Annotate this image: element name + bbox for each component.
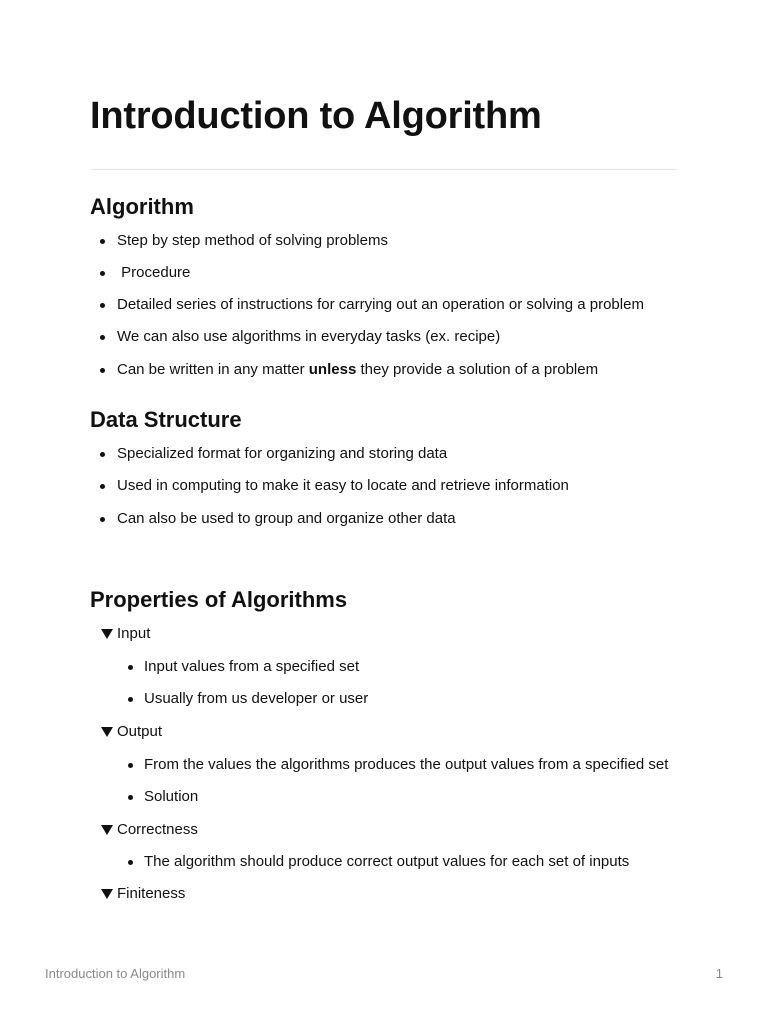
- list-item-text: Can also be used to group and organize other data: [117, 510, 456, 527]
- toggle-label: Output: [117, 723, 163, 740]
- section-heading-data-structure: Data Structure: [90, 407, 242, 432]
- footer-document-title: Introduction to Algorithm: [45, 966, 186, 981]
- text-run: they provide a solution of a problem: [356, 361, 599, 378]
- triangle-down-icon[interactable]: [101, 629, 113, 639]
- title-divider: [90, 169, 678, 170]
- page-title: Introduction to Algorithm: [90, 95, 542, 137]
- list-item-text: Detailed series of instructions for carrying out an operation or solving a problem: [117, 296, 644, 313]
- list-item-text: Input values from a specified set: [144, 658, 360, 675]
- toggle-label: Finiteness: [117, 885, 186, 902]
- bullet-icon: [100, 484, 105, 489]
- bullet-icon: [128, 795, 133, 800]
- list-item-text: Used in computing to make it easy to locate and retrieve information: [117, 477, 569, 494]
- section-heading-properties: Properties of Algorithms: [90, 587, 348, 612]
- list-item-text: Solution: [144, 788, 199, 805]
- list-item-text: Procedure: [117, 264, 191, 281]
- bullet-icon: [100, 368, 105, 373]
- bullet-icon: [128, 697, 133, 702]
- list-item-text: We can also use algorithms in everyday tasks (ex. recipe): [117, 328, 501, 345]
- bold-text: unless: [308, 361, 357, 378]
- triangle-down-icon[interactable]: [101, 727, 113, 737]
- triangle-down-icon[interactable]: [101, 889, 113, 899]
- text-run: Can be written in any matter: [117, 361, 309, 378]
- list-item-text: Usually from us developer or user: [144, 690, 369, 707]
- bullet-icon: [100, 239, 105, 244]
- section-heading-algorithm: Algorithm: [90, 194, 194, 219]
- bullet-icon: [100, 271, 105, 276]
- toggle-label: Correctness: [117, 821, 198, 838]
- list-item-text: [117, 358, 598, 382]
- footer-page-number: 1: [715, 966, 723, 981]
- list-item-text: From the values the algorithms produces the output values from a specified set: [144, 756, 669, 773]
- bullet-icon: [100, 303, 105, 308]
- list-item-text: The algorithm should produce correct output values for each set of inputs: [144, 853, 630, 870]
- bullet-icon: [128, 665, 133, 670]
- bullet-icon: [100, 335, 105, 340]
- bullet-icon: [128, 860, 133, 865]
- list-item-text: Specialized format for organizing and storing data: [117, 445, 448, 462]
- bullet-icon: [100, 517, 105, 522]
- toggle-label: Input: [117, 625, 151, 642]
- bullet-icon: [128, 763, 133, 768]
- list-item-text: Step by step method of solving problems: [117, 232, 388, 249]
- bullet-icon: [100, 452, 105, 457]
- triangle-down-icon[interactable]: [101, 825, 113, 835]
